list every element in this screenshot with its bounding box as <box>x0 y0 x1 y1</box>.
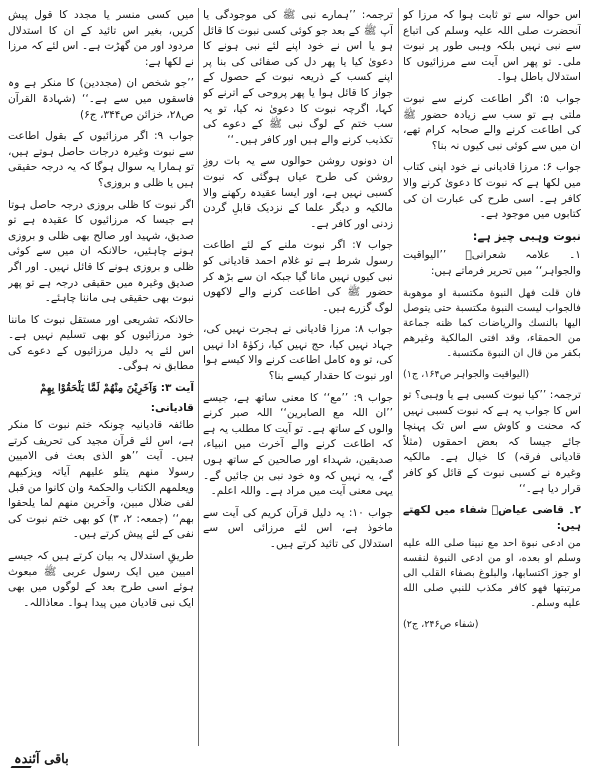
paragraph: اس حوالہ سے تو ثابت ہوا کہ مرزا کو آنحضرت صلی اللہ علیہ وسلم کی اتباع سے نبی نہیں بلکہ وہبی طور پر نبوت ملی۔ تو پھر اس آیت سے مرزائیوں کا استدلال باطل ہوا۔ <box>403 9 581 84</box>
paragraph: اگر نبوت کا ظلی بروزی درجہ حاصل ہوتا ہے جیسا کہ مرزائیوں کا عقیدہ ہے تو صدیق، شہید اور صالح بھی ظلی و بروزی ہونے چاہئیں، حالانکہ ان میں سے کوئی ظلی و بروزی ہونے کا قائل نہیں۔ اور اگر صدیق وغیرہ میں حقیقی درجہ ہے تو پھر نبوت بھی حقیقی ہی ماننا چاہئے۔ <box>8 198 194 305</box>
paragraph: ترجمہ: ’’ہمارے نبی ﷺ کی موجودگی یا آپ ﷺ کے بعد جو کوئی کسی نبوت کا قائل ہو یا اس نے خود اپنے لئے نبی ہونے کا دعویٰ کیا یا پھر دل کی صفائی کی بنا پر اپنے کسب کے ذریعہ نبوت کے حصول کے جواز کا قائل ہوا یا پھر پروحی کے اترنے کو کہا، اگرچہ نبوت کا دعویٰ نہ کیا، تو یہ سب ختم کے لوگ نبی ﷺ کے دعوے کی تکذیب کرنے والے ہیں اور کافر ہیں۔‘‘ <box>203 9 393 146</box>
paragraph: جواب ۵: اگر اطاعت کرنے سے نبوت ملتی ہے تو سب سے زیادہ حضور ﷺ کی اطاعت کرنے والے صحابہ کرام تھے، ان میں سے کوئی نبی کیوں نہ بنا؟ <box>403 92 581 152</box>
right-column <box>403 8 581 746</box>
section-heading: نبوت وہبی چیز ہے: <box>472 228 581 243</box>
section-intro: ۱۔ علامہ شعرانیؒ ’’الیواقیت والجواہر‘‘ میں تحریر فرماتے ہیں: <box>403 249 581 277</box>
middle-column <box>203 8 393 746</box>
paragraph: جواب ۸: مرزا قادیانی نے ہجرت نہیں کی، جہاد نہیں کیا، حج نہیں کیا، زکوٰۃ ادا نہیں کی، تو وہ کامل اطاعت کرنے والا کیسے ہوا اور نبوت کا حقدار کیسے بنا؟ <box>203 323 393 383</box>
paragraph: طائفہ قادیانیہ چونکہ ختم نبوت کا منکر ہے، اس لئے قرآن مجید کی تحریف کرتے ہیں۔ آیت ’’ھو الذی بعث فی الامیین رسولا منھم یتلو علیھم آیاتہ ویزکیھم ویعلمھم الکتاب والحکمۃ وان کانوا من قبل لفی ضلال مبین، وآخرین منھم لما یلحقوا بھم‘‘ (جمعہ: ۲، ۳) کو بھی ختم نبوت کی نفی کے لئے پیش کرتے ہیں۔ <box>8 419 194 541</box>
verse-heading <box>8 381 194 397</box>
paragraph: جواب ۹: ’’مع‘‘ کا معنی ساتھ ہے، جیسے ’’ان اللہ مع الصابرین‘‘ اللہ صبر کرنے والوں کے ساتھ ہے۔ تو آیت کا مطلب یہ ہے کہ اطاعت کرنے والے آخرت میں انبیاء، صدیقین، شہداء اور صالحین کے ساتھ ہوں گے، یہ نہیں کہ وہ خود نبی بن جائیں گے۔ یہی معنی آیت میں مراد ہے۔ واللہ اعلم۔ <box>203 391 393 498</box>
arabic-quote: فان قلت فهل النبوة مكتسبة او موهوبة فالجواب ليست النبوة مكتسبة حتى يتوصل اليها بالنسك والرياضات كما ظنه جماعة من الحمقاء، وقد افتى المالكية وغيرهم بكفر من قال ان النبوة مكتسبة۔ <box>403 287 581 359</box>
paragraph: ’’جو شخص ان (مجددین) کا منکر ہے وہ فاسقوں میں سے ہے۔‘‘ (شہادۃ القرآن ص۲۸، خزائن ص۳۴۴، ج۶) <box>8 77 194 121</box>
paragraph: جواب ۱۰: یہ دلیل قرآن کریم کی آیت سے ماخوذ ہے، اس لئے مرزائی اس سے استدلال کی تائید کرتے ہیں۔ <box>203 506 393 550</box>
paragraph: جواب ۹: اگر مرزائیوں کے بقول اطاعت سے نبوت وغیرہ درجات حاصل ہوتے ہیں، تو ہمارا یہ سوال ہوگا کہ یہ درجہ حقیقی ہیں یا ظلی و بروزی؟ <box>8 130 194 189</box>
paragraph: جواب ۷: اگر نبوت ملنے کے لئے اطاعت رسول شرط ہے تو غلام احمد قادیانی کو نبی کیوں نہیں مانا گیا جبکہ ان سے بڑھ کر حضور ﷺ کی اطاعت کرنے والے لاکھوں لوگ گزرے ہیں۔ <box>203 239 393 314</box>
paragraph: حالانکہ تشریعی اور مستقل نبوت کا ماننا خود مرزائیوں کو بھی تسلیم نہیں ہے۔ اس لئے یہ دلیل مرزائیوں کے دعوے کی مطابق نہ ہوگی۔ <box>8 313 194 373</box>
column-divider <box>398 8 399 746</box>
paragraph: ان دونوں روشن حوالوں سے یہ بات روزِ روشن کی طرح عیاں ہوگئی کہ نبوت کسبی نہیں ہے، اور ایسا عقیدہ رکھنے والا مالکیہ و دیگر علما کے نزدیک قابلِ گردن زدنی اور کافر ہے۔ <box>203 155 393 230</box>
paragraph: ترجمہ: ’’کیا نبوت کسبی ہے یا وہبی؟ تو اس کا جواب یہ ہے کہ نبوت کسبی نہیں کہ محنت و کاوش سے اس تک پہنچا جائے جیسا کہ بعض احمقوں (مثلاً قادیانی فرقہ) کا خیال ہے۔ مالکیہ وغیرہ نے کسبی نبوت کے قائل کو کافر قرار دیا ہے۔‘‘ <box>403 389 581 495</box>
paragraph: طریقِ استدلال یہ بیان کرتے ہیں کہ جیسے امیین میں ایک رسول عربی ﷺ مبعوث ہوئے اسی طرح بعد کے لوگوں میں بھی ایک نبی قادیان میں پیدا ہوا۔ معاذاللہ۔ <box>8 550 194 609</box>
verse-label: آیت ۳: <box>160 382 194 395</box>
qadiani-title: قادیانی: <box>150 401 194 414</box>
arabic-quote: من ادعى نبوة احد مع نبينا صلى الله عليه وسلم او بعده، او من ادعى النبوة لنفسه او جوز اكتسابها، والبلوغ بصفاء القلب الى مرتبتها فهو كافر مكذب للنبي صلى الله عليه وسلم۔ <box>403 538 581 610</box>
reference: (الیواقیت والجواہر ص۱۶۴، ج۱) <box>403 368 530 380</box>
section-heading: ۲۔ قاضی عیاضؒ شفاء میں لکھتے ہیں: <box>403 504 581 532</box>
continued-footer: باقی آئندہ <box>14 752 69 767</box>
column-divider <box>198 8 199 746</box>
paragraph: میں کسی منسر یا مجدد کا قول پیش کریں، بغیر اس تائید کے ان کا استدلال مردود اور من گھڑت ہے۔ اس لئے کہ مرزا نے لکھا ہے: <box>8 9 194 68</box>
verse-text: وَآخَرِيْنَ مِنْهُمْ لَمَّا يَلْحَقُوْا بِهِمْ <box>40 382 158 395</box>
reference: (شفاء ص۲۴۶، ج۲) <box>403 619 479 631</box>
paragraph: جواب ۶: مرزا قادیانی نے خود اپنی کتاب میں لکھا ہے کہ نبوت کا دعویٰ کرنے والا کافر ہے۔ اسی طرح کی عبارت ان کی کتابوں میں موجود ہے۔ <box>403 161 581 221</box>
left-column <box>8 8 194 746</box>
